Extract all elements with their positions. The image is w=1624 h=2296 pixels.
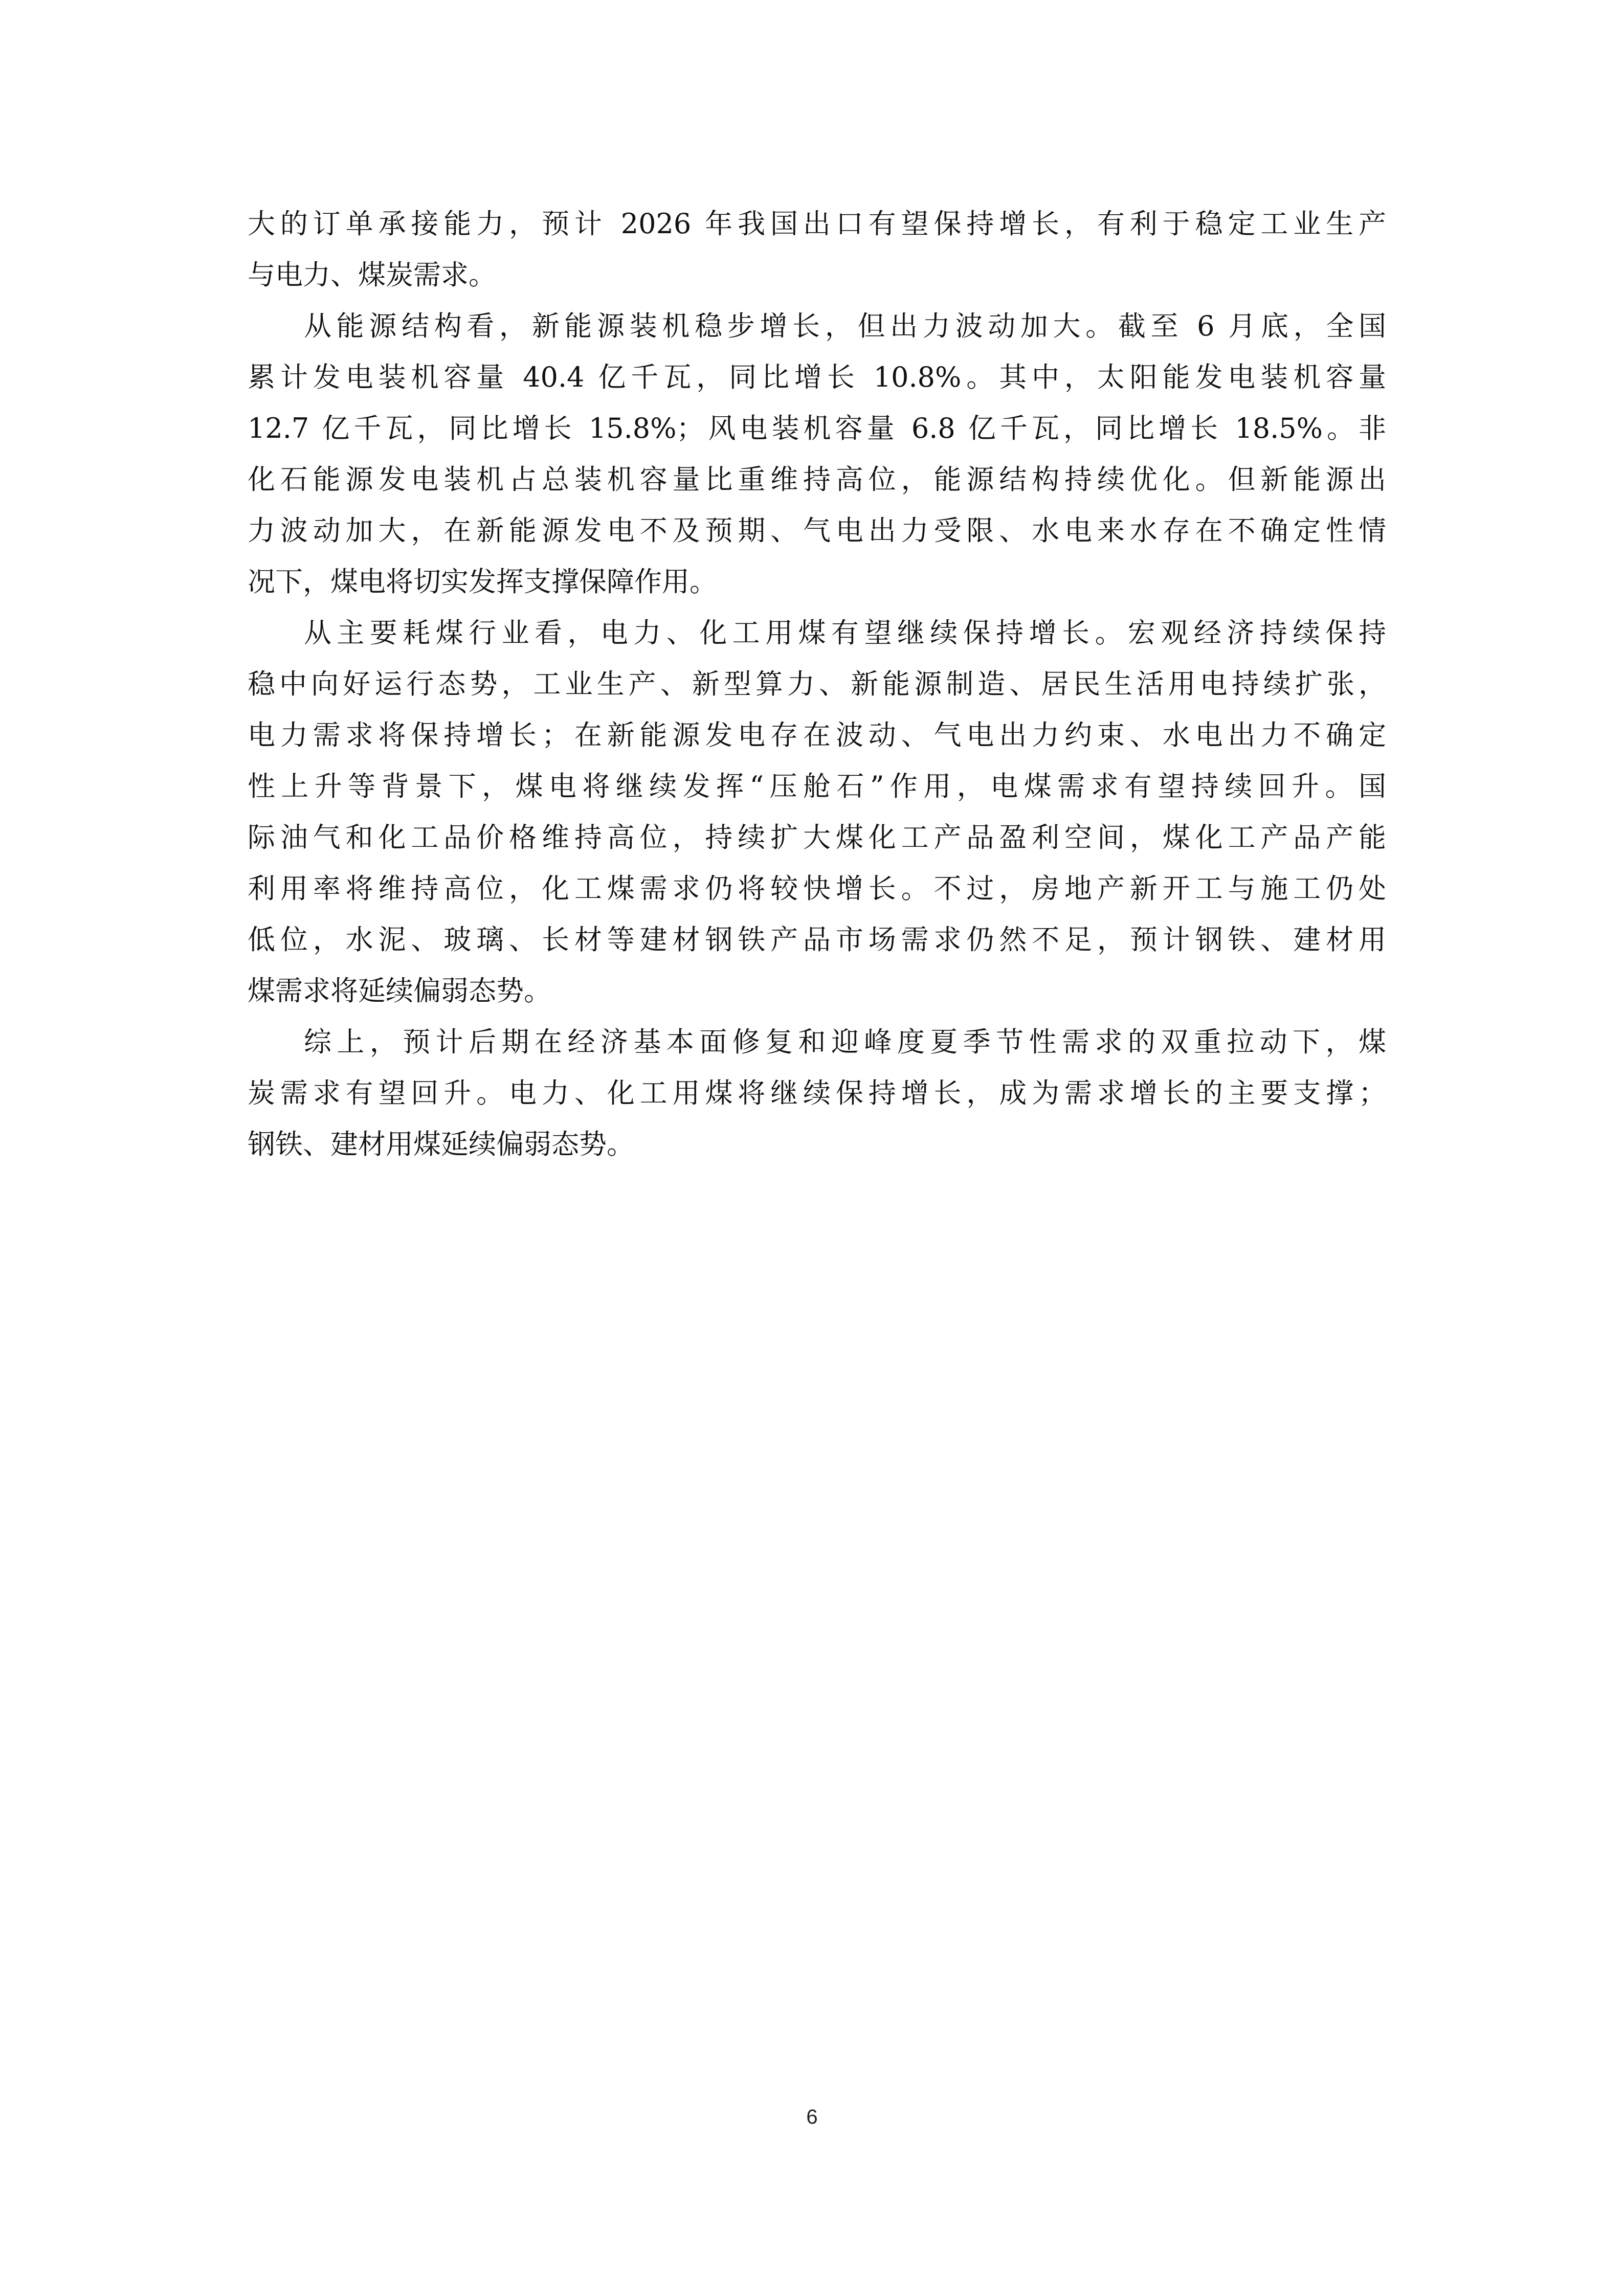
paragraph-coal-industries	[248, 607, 1386, 1017]
page-number: 6	[806, 2106, 818, 2128]
text-line: 况下，煤电将切实发挥支撑保障作用。	[248, 566, 717, 598]
text-line: 力波动加大，在新能源发电不及预期、气电出力受限、水电来水存在不确定性情	[248, 514, 1386, 547]
text-line: 累计发电装机容量 40.4 亿千瓦，同比增长 10.8%。其中，太阳能发电装机容量	[248, 361, 1386, 393]
text-line: 炭需求有望回升。电力、化工用煤将继续保持增长，成为需求增长的主要支撑；	[248, 1077, 1386, 1109]
text-line: 从能源结构看，新能源装机稳步增长，但出力波动加大。截至 6 月底，全国	[304, 310, 1386, 342]
paragraph-export-outlook	[248, 198, 1386, 301]
text-line: 电力需求将保持增长；在新能源发电存在波动、气电出力约束、水电出力不确定	[248, 719, 1386, 751]
text-line: 性上升等背景下，煤电将继续发挥“压舱石”作用，电煤需求有望持续回升。国	[248, 770, 1386, 802]
text-line: 钢铁、建材用煤延续偏弱态势。	[248, 1128, 634, 1160]
text-line: 利用率将维持高位，化工煤需求仍将较快增长。不过，房地产新开工与施工仍处	[248, 872, 1386, 905]
paragraph-summary	[248, 1017, 1386, 1170]
body-text	[248, 198, 1386, 1170]
text-line: 化石能源发电装机占总装机容量比重维持高位，能源结构持续优化。但新能源出	[248, 463, 1386, 496]
text-line: 大的订单承接能力，预计 2026 年我国出口有望保持增长，有利于稳定工业生产	[248, 208, 1386, 240]
text-line: 煤需求将延续偏弱态势。	[248, 975, 551, 1007]
text-line: 从主要耗煤行业看，电力、化工用煤有望继续保持增长。宏观经济持续保持	[304, 617, 1386, 649]
text-line: 低位，水泥、玻璃、长材等建材钢铁产品市场需求仍然不足，预计钢铁、建材用	[248, 924, 1386, 956]
text-line: 与电力、煤炭需求。	[248, 259, 496, 291]
paragraph-energy-structure	[248, 301, 1386, 607]
text-line: 综上，预计后期在经济基本面修复和迎峰度夏季节性需求的双重拉动下，煤	[304, 1026, 1386, 1058]
text-line: 稳中向好运行态势，工业生产、新型算力、新能源制造、居民生活用电持续扩张，	[248, 668, 1386, 700]
text-line: 12.7 亿千瓦，同比增长 15.8%；风电装机容量 6.8 亿千瓦，同比增长 18.5%。非	[248, 412, 1386, 444]
text-line: 际油气和化工品价格维持高位，持续扩大煤化工产品盈利空间，煤化工产品产能	[248, 821, 1386, 853]
